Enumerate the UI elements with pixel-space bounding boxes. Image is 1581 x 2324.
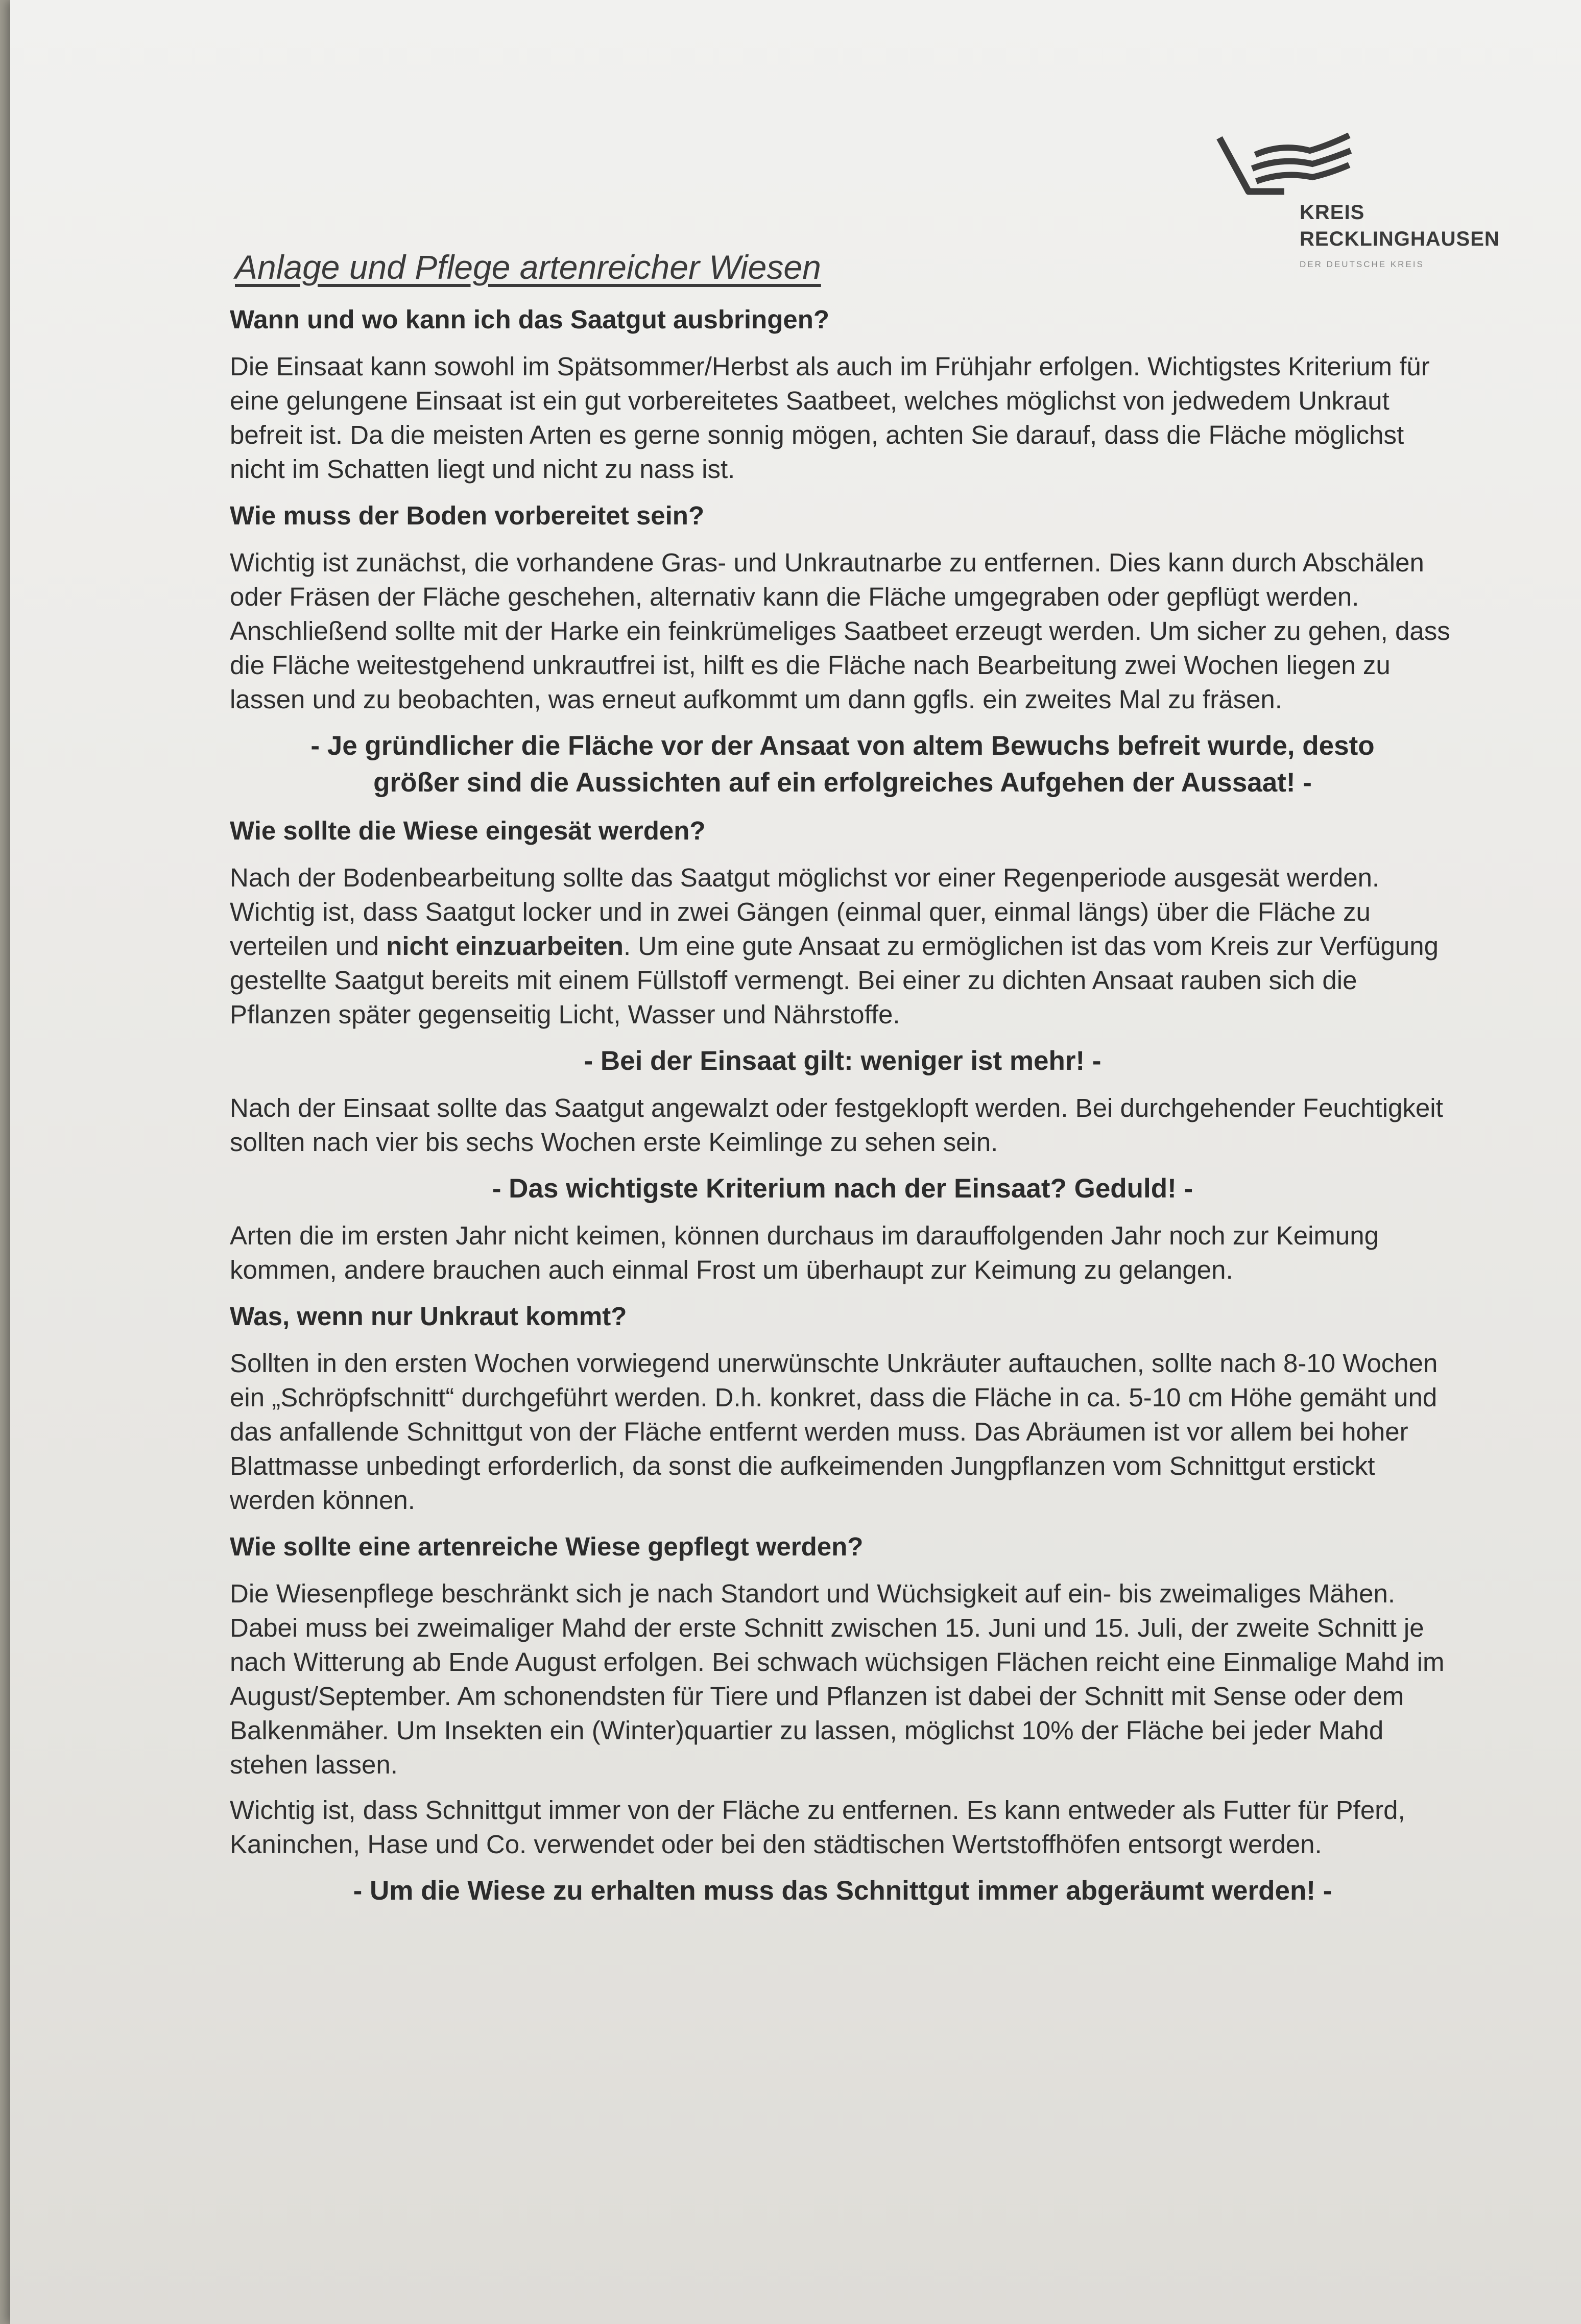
paragraph-einsaat — [230, 860, 1455, 1032]
paragraph-anwalzen: Nach der Einsaat sollte das Saatgut angewalzt oder festgeklopft werden. Bei durchgehender Feuchtigkeit sollten nach vier bis sechs Wochen erste Keimlinge zu sehen sein. — [230, 1093, 1443, 1157]
callout-gruendlicher: - Je gründlicher die Fläche vor der Ansaat von altem Bewuchs befreit wurde, desto größer sind die Aussichten auf ein erfolgreiches Aufgehen der Aussaat! - — [310, 731, 1375, 798]
paragraph-wiesenpflege: Die Wiesenpflege beschränkt sich je nach Standort und Wüchsigkeit auf ein- bis zweimaliges Mähen. Dabei muss bei zweimaliger Mahd der erste Schnitt zwischen 15. Juni und 15. Juli, der zweite Schnitt je nach Witterung ab Ende August erfolgen. Bei schwach wüchsigen Flächen reicht eine Einmalige Mahd im August/September. Am schonendsten für Tiere und Pflanzen ist dabei der Schnitt mit Sense oder dem Balkenmäher. Um Insekten ein (Winter)quartier zu lassen, möglichst 10% der Fläche bei jeder Mahd stehen lassen. — [230, 1579, 1445, 1779]
callout-geduld: - Das wichtigste Kriterium nach der Einsaat? Geduld! - — [492, 1173, 1193, 1204]
paragraph-schnittgut-entfernen: Wichtig ist, dass Schnittgut immer von der Fläche zu entfernen. Es kann entweder als Futter für Pferd, Kaninchen, Hase und Co. verwendet oder bei den städtischen Wertstoffhöfen entsorgt werden. — [230, 1795, 1405, 1859]
heading-nur-unkraut: Was, wenn nur Unkraut kommt? — [230, 1302, 627, 1331]
document-body — [230, 301, 1455, 1921]
einsaat-text-part1: Nach der Bodenbearbeitung sollte das Saatgut möglichst vor einer Regenperiode ausgesät werden. Wichtig ist, dass Saatgut locker und in zwei Gängen (einmal quer, einmal längs) über die Fläche zu verteilen und — [230, 863, 1380, 961]
callout-weniger-ist-mehr: - Bei der Einsaat gilt: weniger ist mehr! - — [584, 1046, 1101, 1076]
logo-mark-icon — [1205, 115, 1358, 207]
logo-line-kreis: KREIS — [1300, 201, 1365, 224]
document-page — [10, 0, 1581, 2324]
heading-saatgut-ausbringen: Wann und wo kann ich das Saatgut ausbringen? — [230, 305, 830, 334]
logo-subline: DER DEUTSCHE KREIS — [1300, 259, 1424, 269]
paragraph-schroepfschnitt: Sollten in den ersten Wochen vorwiegend unerwünschte Unkräuter auftauchen, sollte nach 8-10 Wochen ein „Schröpfschnitt“ durchgeführt werden. D.h. konkret, dass die Fläche in ca. 5-10 cm Höhe gemäht und das anfallende Schnittgut von der Fläche entfernt werden muss. Das Abräumen ist vor allem bei hoher Blattmasse unbedingt erforderlich, da sonst die aufkeimenden Jungpflanzen vom Schnittgut erstickt werden können. — [230, 1349, 1438, 1515]
heading-boden-vorbereiten: Wie muss der Boden vorbereitet sein? — [230, 501, 705, 530]
einsaat-text-part2: . Um eine gute Ansaat zu ermöglichen ist das vom Kreis zur Verfügung gestellte Saatgut bereits mit einem Füllstoff vermengt. Bei einer zu dichten Ansaat rauben sich die Pflanzen später gegenseitig Licht, Wasser und Nährstoffe. — [230, 931, 1439, 1029]
paragraph-keimung: Arten die im ersten Jahr nicht keimen, können durchaus im darauffolgenden Jahr noch zur Keimung kommen, andere brauchen auch einmal Frost um überhaupt zur Keimung zu gelangen. — [230, 1221, 1379, 1284]
paragraph-einsaat-zeitpunkt: Die Einsaat kann sowohl im Spätsommer/Herbst als auch im Frühjahr erfolgen. Wichtigstes Kriterium für eine gelungene Einsaat ist ein gut vorbereitetes Saatbeet, welches möglichst von jedwedem Unkraut befreit ist. Da die meisten Arten es gerne sonnig mögen, achten Sie darauf, dass die Fläche möglichst nicht im Schatten liegt und nicht zu nass ist. — [230, 352, 1430, 484]
document-title: Anlage und Pflege artenreicher Wiesen — [235, 248, 821, 286]
heading-wiese-pflegen: Wie sollte eine artenreiche Wiese gepflegt werden? — [230, 1532, 864, 1561]
logo-text — [1300, 199, 1500, 252]
einsaat-text-bold: nicht einzuarbeiten — [386, 931, 624, 961]
kreis-recklinghausen-logo — [1205, 115, 1522, 283]
callout-schnittgut-abraeumen: - Um die Wiese zu erhalten muss das Schnittgut immer abgeräumt werden! - — [353, 1876, 1332, 1906]
logo-line-recklinghausen: RECKLINGHAUSEN — [1300, 228, 1500, 250]
paragraph-bodenvorbereitung: Wichtig ist zunächst, die vorhandene Gras- und Unkrautnarbe zu entfernen. Dies kann durch Abschälen oder Fräsen der Fläche geschehen, alternativ kann die Fläche umgegraben oder gepflügt werden. Anschließend sollte mit der Harke ein feinkrümeliges Saatbeet erzeugt werden. Um sicher zu gehen, dass die Fläche weitestgehend unkrautfrei ist, hilft es die Fläche nach Bearbeitung zwei Wochen liegen zu lassen und zu beobachten, was erneut aufkommt um dann ggfls. ein zweites Mal zu fräsen. — [230, 548, 1450, 714]
heading-wiese-einsaeen: Wie sollte die Wiese eingesät werden? — [230, 816, 706, 845]
